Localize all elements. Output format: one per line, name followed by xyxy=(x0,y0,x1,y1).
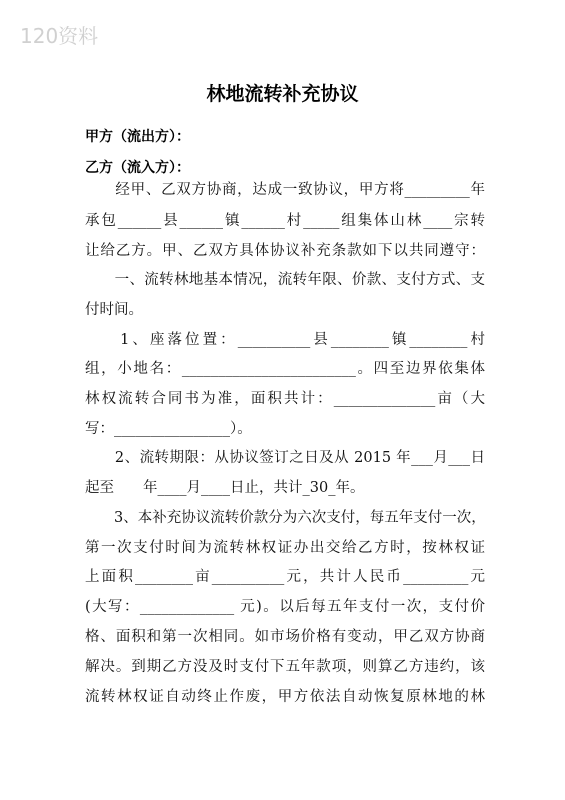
watermark: 120资料 xyxy=(20,24,99,48)
body-line: 承包______县______镇______村_____组集体山林____宗转 xyxy=(85,213,485,229)
body-line: 起至 年____月____日止，共计_30_年。 xyxy=(85,480,365,496)
body-line: 上面积________亩__________元，共计人民币_________元 xyxy=(85,569,485,585)
body-line: 第一次支付时间为流转林权证办出交给乙方时，按林权证 xyxy=(85,540,485,556)
document-title: 林地流转补充协议 xyxy=(206,83,359,105)
body-line: 2、流转期限：从协议签订之日及从 2015 年___月___日 xyxy=(85,450,485,466)
body-line: 经甲、乙双方协商，达成一致协议，甲方将_________年 xyxy=(85,182,485,198)
body-line: 1、座落位置：__________县________镇________村 xyxy=(85,332,485,348)
body-line: 解决。到期乙方没及时支付下五年款项，则算乙方违约，该 xyxy=(85,659,485,675)
body-line: (大写：_____________ 元)。以后每五年支付一次，支付价 xyxy=(85,599,485,615)
body-line: 林权流转合同书为准，面积共计：______________亩（大 xyxy=(85,391,485,407)
body-line: 写：________________）。 xyxy=(85,421,252,437)
body-line: 格、面积和第一次相同。如市场价格有变动，甲乙双方协商 xyxy=(85,629,485,645)
body-line: 组，小地名：________________________。四至边界依集体 xyxy=(85,361,485,377)
body-line: 付时间。 xyxy=(85,302,143,318)
body-line: 让给乙方。甲、乙双方具体协议补充条款如下以共同遵守： xyxy=(85,243,485,259)
body-line: 流转林权证自动终止作废，甲方依法自动恢复原林地的林 xyxy=(85,689,485,705)
body-line: 3、本补充协议流转价款分为六次支付，每五年支付一次， xyxy=(85,510,486,526)
body-line: 一、流转林地基本情况，流转年限、价款、支付方式、支 xyxy=(85,272,485,288)
party-b-label: 乙方（流入方）： xyxy=(85,160,190,176)
party-a-label: 甲方（流出方）： xyxy=(85,129,190,145)
